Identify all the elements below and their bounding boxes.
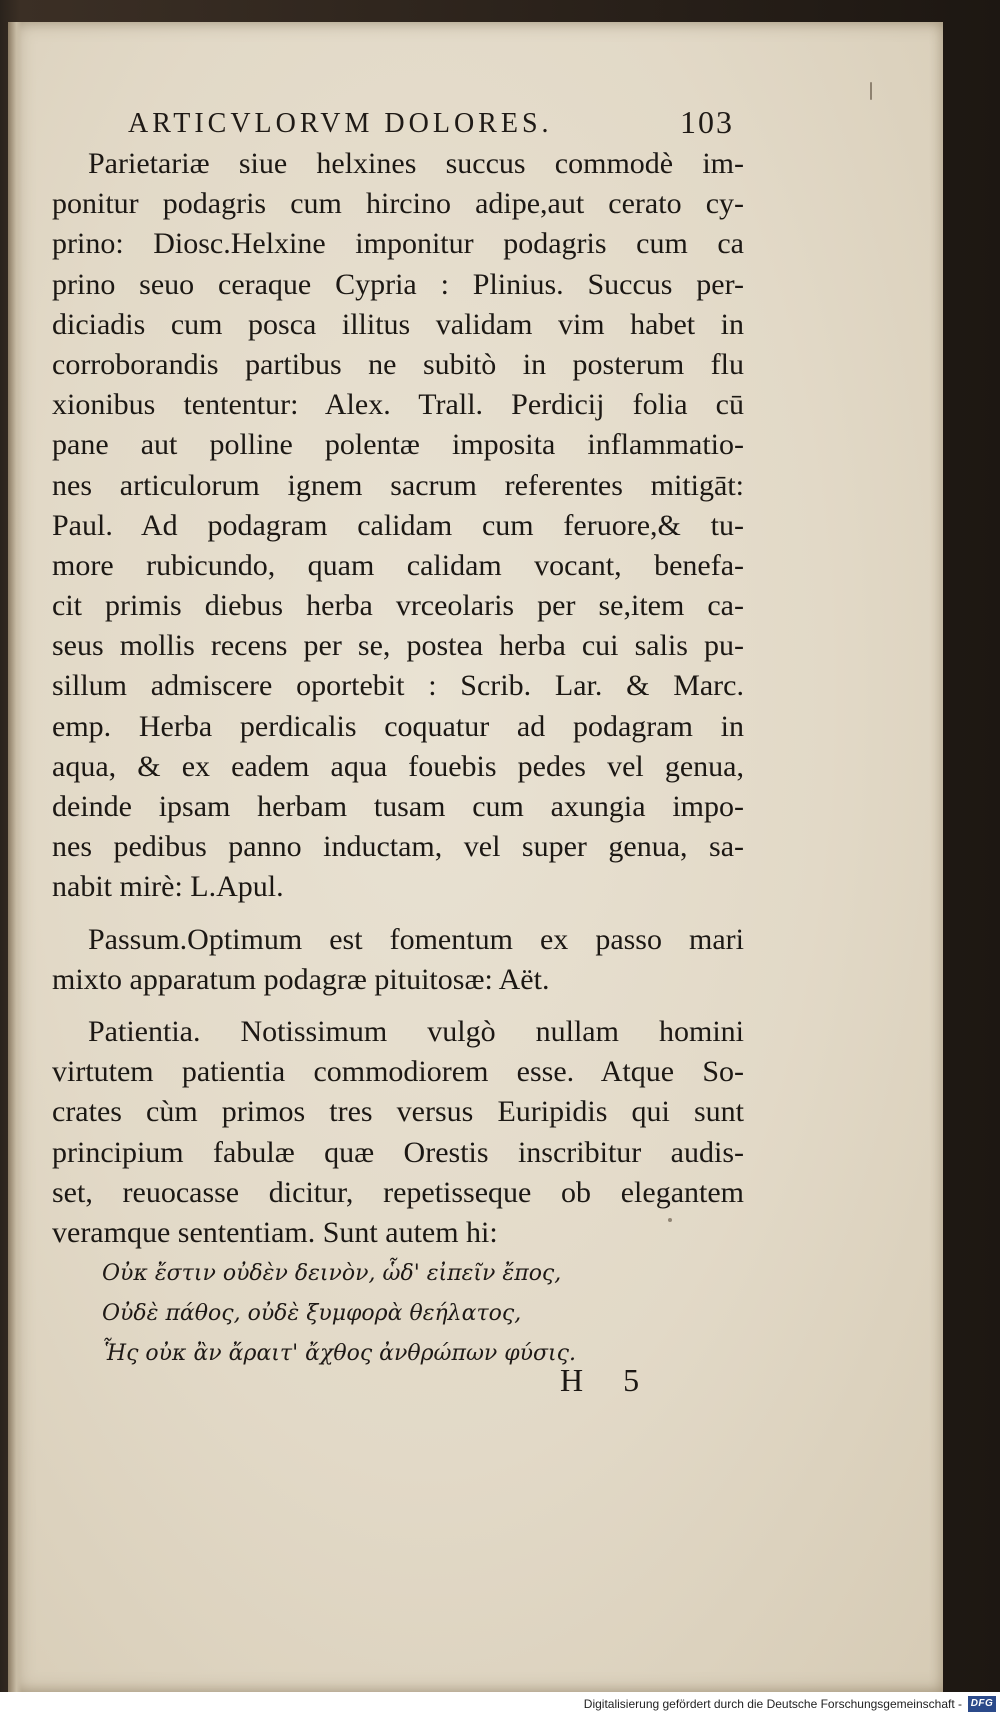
paper-speck	[870, 82, 872, 100]
text-line: nes articulorum ignem sacrum referentes mitigāt:	[52, 468, 744, 502]
text-line: aqua, & ex eadem aqua fouebis pedes vel genua,	[52, 749, 744, 783]
running-head: ARTICVLORVM DOLORES.	[128, 108, 553, 139]
text-line: Passum.Optimum est fomentum ex passo mari	[88, 922, 744, 956]
text-line: prino seuo ceraque Cypria : Plinius. Succus per-	[52, 267, 744, 301]
paragraph-parietaria	[52, 144, 744, 908]
paragraph-gap	[52, 908, 744, 920]
text-line: Patientia. Notissimum vulgò nullam homini	[88, 1014, 744, 1048]
paper-speck	[668, 1218, 672, 1222]
text-line: cit primis diebus herba vrceolaris per se,item ca-	[52, 589, 744, 623]
footer-bar	[0, 1692, 1000, 1717]
funding-credit: Digitalisierung gefördert durch die Deutsche Forschungsgemeinschaft -	[583, 1697, 962, 1711]
book-page	[8, 22, 943, 1692]
text-line: Parietariæ siue helxines succus commodè im-	[88, 147, 744, 180]
text-line: sillum admiscere oportebit : Scrib. Lar. & Marc.	[52, 669, 744, 703]
text-line: seus mollis recens per se, postea herba cui salis pu-	[52, 629, 744, 663]
dfg-logo-icon: DFG	[968, 1696, 996, 1712]
verse-line: Οὐκ ἔστιν οὐδὲν δεινὸν, ὧδ' εἰπεῖν ἔπος,	[102, 1261, 562, 1286]
text-line: set, reuocasse dicitur, repetisseque ob elegantem	[52, 1175, 744, 1209]
text-line: veramque sententiam. Sunt autem hi:	[52, 1215, 498, 1249]
text-line: prino: Diosc.Helxine imponitur podagris cum ca	[52, 227, 744, 261]
text-line: xionibus tententur: Alex. Trall. Perdicij folia cū	[52, 388, 744, 422]
text-line: principium fabulæ quæ Orestis inscribitur audis-	[52, 1135, 744, 1169]
text-line: diciadis cum posca illitus validam vim habet in	[52, 307, 744, 341]
text-line: pane aut polline polentæ imposita inflammatio-	[52, 428, 744, 462]
greek-verse	[102, 1254, 622, 1374]
page-number: 103	[680, 104, 734, 140]
signature-mark: H 5	[560, 1362, 640, 1398]
text-line: more rubicundo, quam calidam vocant, benefa-	[52, 548, 744, 582]
text-line: emp. Herba perdicalis coquatur ad podagram in	[52, 709, 744, 743]
text-line: Paul. Ad podagram calidam cum feruore,& tu-	[52, 508, 744, 542]
text-line: corroborandis partibus ne subitò in posterum flu	[52, 347, 744, 381]
text-line: ponitur podagris cum hircino adipe,aut cerato cy-	[52, 187, 744, 221]
text-line: crates cùm primos tres versus Euripidis qui sunt	[52, 1095, 744, 1129]
page-gutter-edge	[8, 22, 22, 1692]
text-line: mixto apparatum podagræ pituitosæ: Aët.	[52, 962, 550, 996]
verse-line: Οὐδὲ πάθος, οὐδὲ ξυμφορὰ θεήλατος,	[102, 1301, 522, 1326]
text-line: virtutem patientia commodiorem esse. Atque So-	[52, 1055, 744, 1089]
text-line: nabit mirè: L.Apul.	[52, 870, 284, 904]
verse-line: Ἧς οὐκ ἂν ἄραιτ' ἄχθος ἀνθρώπων φύσις.	[102, 1341, 576, 1366]
paragraph-gap	[52, 1000, 744, 1012]
text-line: deinde ipsam herbam tusam cum axungia impo-	[52, 790, 744, 823]
paragraph-patientia	[52, 1012, 744, 1253]
paragraph-passum	[52, 920, 744, 1000]
text-line: nes pedibus panno inductam, vel super genua, sa-	[52, 830, 744, 864]
body-text	[52, 144, 744, 1253]
